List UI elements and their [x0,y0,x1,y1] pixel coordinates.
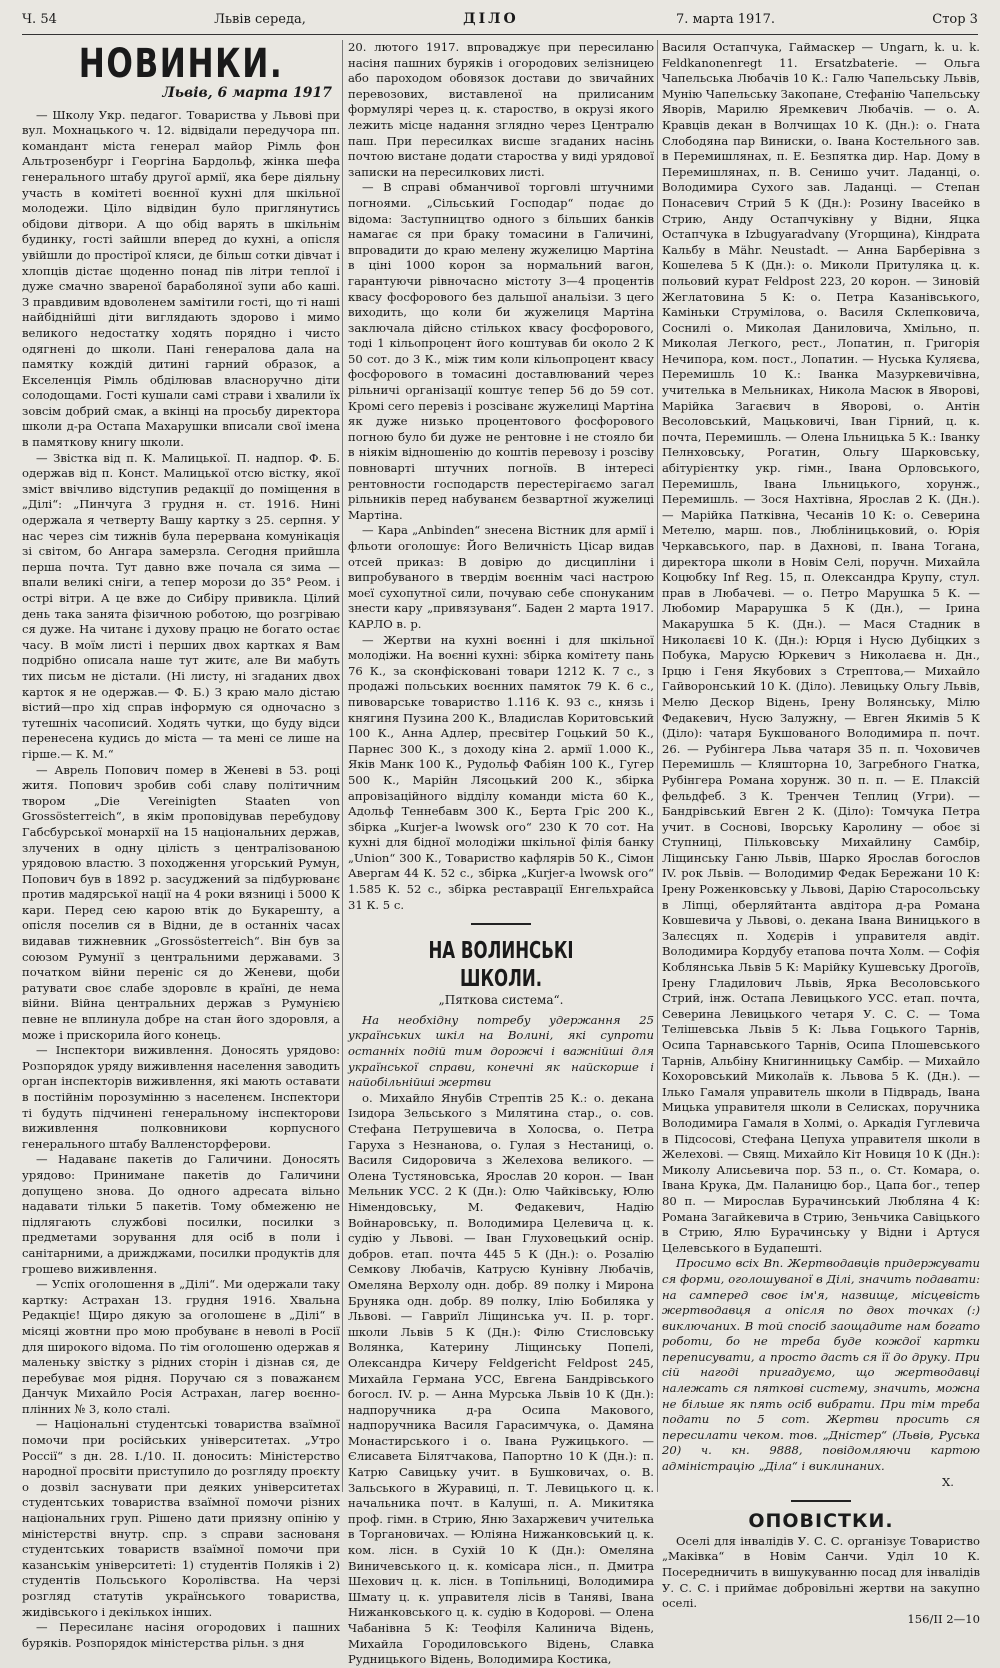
city-day: Львів середа, [214,11,306,27]
article: — Пересиланє насіня огородових і пашних буряків. Розпорядок міністерства рільн. з дня [22,1620,340,1650]
header-rule [22,34,978,35]
article: — Жертви на кухні воєнні і для шкільної молодіжи. На воєнні кухні: збірка комітету пань 76 К., за сконфісковані товари 1212 К. 7 с., з продажі польських воєнних памяток 79 К. 6 с., пивоварське товариство 1.116 К. 93 с., князь і княгиня Пузина 200 К., Владислав Коритовський 100 К., Анна Адлер, пресвітер Гоцький 50 К., Парнес 300 К., з доходу кіна 2. армії 1.000 К., Яків Манк 100 К., Рудольф Фабіян 100 К., Гугер 500 К., Марійн Лясоцький 200 К., збірка апровізаційного відділу команди міста 60 К., Адольф Теннебавм 300 К., Берта Гріс 200 К., збірка „Kurjer-a lwowsk ого“ 230 К 70 сот. На кухні для бідної молодіжи шкільної філія банку „Union“ 300 К., Товариство кафлярів 50 К., Сімон Авергам 44 К. 52 с., збірка „Kurjer-a lwowsk ого“ 1.585 К. 52 с., збірка реставрації Енгельхрайса 31 К. 5 с. [348,632,654,912]
article: — Аврель Попович помер в Женеві в 53. році житя. Попович зробив собі славу політичним твором „Die Vereinigten Staaten von Grossösterreich“, в якім проповідував перебудову Габсбурської монархії на 15 національних держав, злучених в одну цілість з централізованою урядовою властю. З походження угорський Румун, Попович був в 1892 р. засуджений за підбурюванє против мадярської нації на 4 роки вязниці і 5000 К кари. Перед сею карою втік до Букарешту, а опісля поселив ся в Відни, де в останніх часах видавав тижневник „Grossösterreich“. Він був за союзом Румунії з центральними державами. З початком війни переніс ся до Женеви, щоби ратувати своє слабе здоровлє в країні, де нема війни. Війна центральних держав з Румунією певне не вплинула добре на стан його здоровля, а може і прискорила його конець. [22,762,340,1042]
article: — Надаванє пакетів до Галичини. Доносять урядово: Принимане пакетів до Галичини допущено знова. До одного адресата вільно надавати тільки 5 пакетів. Тому обмеженю не підлягають службові посилки, посилки з предметами зорування для осіб в поли і санітарними, а дрижджами, посилки продуктів для грошево виживлення. [22,1152,340,1276]
section-heading: НА ВОЛИНСЬКІ ШКОЛИ. [428,938,574,993]
appeal-note: Просимо всіх Вп. Жертводавців придержувати ся форми, оголошуваної в Ділі, значить подавати: на самперед своє ім'я, назвище, місцевість жертводавця а опісля по двох точках (:) виключаних. В той спосіб заощадите нам богато роботи, бо не треба буде кождої картки переписувати, а просто дасть ся її до друку. При сій нагоді пригадуємо, що жертводавці належать ся пяткові систему, значить, можна не більше як пять осіб вибрати. При тім треба подати по 5 сот. Жертви просить ся пересилати чеком. тов. „Дністер“ (Львів, Руська 20) ч. кн. 9888, повідомляючи картою адміністрацію „Діла“ і виклинаних. [662,1256,980,1474]
section-subheading: „Пяткова система“. [438,993,564,1008]
masthead: ДІЛО [463,11,519,27]
article: — Звістка від п. К. Малицької. П. надпор. Ф. Б. одержав від п. Конст. Малицької отсю вістку, якої зміст ввічливо відступив редакції до поміщення в „Ділі“: „Пинчуга 3 грудня н. ст. 1916. Нині одержала я четверту Вашу картку з 25. серпня. У нас через сім тижнів була перервана комунікація зі світом, бо Ангара замерзла. Сегодня прийшла перша почта. Тут давно вже почала ся зима — впали великі сніги, а тепер морози до 35° Реом. і острі вітри. А це вже до Сибіру привикла. Цілий день така занята фізичною роботою, що розгріваю ся дуже. На читанє і духову працю не богато остає часу. В моїм листі і перших двох картках я Вам подрібно описала наше тут житє, але Ви мабуть тих письм не дістали. (Ні листу, ні згаданих двох карток я не одержав.— Ф. Б.) З краю мало дістаю вістий—про хід справ інформую ся одночасно з тутешніх часописий. Ходять чутки, що буду відси перенесена кудись до міста — та мені се лише на гірше.— К. М.“ [22,450,340,761]
notice-number: 156/II 2—10 [907,1611,980,1626]
donor-list: Василя Остапчука, Гаймаскер — Ungarn, k. u. k. Feldkanonenregt 11. Ersatzbaterie. — Ольга Чапельська Любачів 10 К.: Галю Чапельську Львів, Мунію Чапельську Закопане, Стефанію Чапельську Яворів, Марилю Яремкевич Любачів. — о. А. Кравців декан в Волчищах 10 К. (Дн.): о. Гната Слободяна пар Виниски, о. Івана Костельного зав. в Перемишлянах, п. Е. Безпятка дир. Нар. Дому в Перемишлянах, п. В. Сенишо учит. Ладанці, о. Володимира Сухого зав. Ладанці. — Степан Понасевич Стрий 5 К (Дн.): Розину Івасейко в Стрию, Анду Остапчуківну у Відни, Яцка Остапчука в Izbugyaradvany (Угорщина), Кіндрата Кальбу в Mähr. Neustadt. — Анна Барберівна з Кошелева 5 К (Дн.): о. Миколи Притуляка ц. к. польовий курат Feldpost 223, 20 корон. — Зиновій Жеглатовина 5 К: о. Петра Казанівського, Каміньки Струмілова, о. Василя Склепковича, Соснилі о. Миколая Даниловича, Хмільно, п. Миколая Легкого, рест., Лопатин, п. Григорія Нечипора, ком. пост., Лопатин. — Нуська Куляєва, Перемишль 10 К.: Іванка Мазуркевичівна, учителька в Мельниках, Никола Масюк в Яворові, Марійка Загаєвич в Яворові, о. Антін Весоловський, Мацьковичі, Іван Гірний, ц. к. почта, Перемишль. — Олена Ільницька 5 К.: Іванку Пелнховську, Рогатин, Ольгу Шарковську, абітурієнтку укр. гімн., Івана Орловського, Перемишль, Івана Ільницького, хорунж., Перемишль. — Зося Нахтівна, Ярослав 2 К. (Дн.). — Марійка Патківна, Чесанів 10 К: о. Северина Метелю, марш. пов., Любліницьковий, о. Юрія Черкавського, пар. в Дахнові, п. Івана Тогана, директора школи в Новім Селі, поручн. Михайла Коцюбку Inf Reg. 15, п. Олександра Крупу, стул. прав в Любачеві. — о. Петро Марушка 5 К. — Любомир Марарушка 5 К (Дн.), — Ірина Макарушка 5 К. (Дн.). — Мася Стадник в Николаєві 10 К. (Дн.): Юрця і Нусю Дубіцких з Побука, Марусю Юркевич з Николаєва н. Дн., Ірцю і Геня Якубових з Стрептова,— Михайло Гайворонський 10 К. (Діло). Левицьку Ольгу Львів, Мелю Дескор Відень, Ірену Волянську, Мілю Федакевич, Нусю Залужну, — Евген Якимів 5 К (Діло): чатаря Букшованого Володимира п. почт. 26. — Рубінгера Льва чатаря 35 п. п. Чоховичев Перемишль — Кляшторна 10, Загребного Гнатка, Рубінгера Романа хорунж. 30 п. п. — Е. Плаксій фельдфеб. 3 К. Тренчен Теплиц (Угри). — Бандрівський Евген 2 К. (Діло): Томчука Петра учит. в Соснові, Іворську Каролину — обоє зі Ступниці, Пільковську Михайлину Самбір, Ліщинську Ганю Львів, Шарко Ярослав богослов IV. рок Львів. — Володимир Федак Бережани 10 К: Ірену Роженковську у Львові, Дарію Старосольську в Ліпці, оберляйтанта авдітора д-ра Романа Ковшевича у Львові, о. декана Івана Виницького в Залєсцях п. Ходєрів і управителя авдіт. Володимира Кордубу етапова почта Холм. — Софія Коблянська Львів 5 К: Марійку Кушевську Дрогоїв, Ірену Гладилович Львів, Ярка Весоловського Стрий, інж. Остапа Левицького УСС. етап. почта, Северина Левицького четаря У. С. С. — Тома Телішевська Львів 5 К: Льва Гоцького Тарнів, Осипа Тарнавського Тарнів, Осипа Плошевського Тарнів, Альбіну Книгинницьку Самбір. — Михайло Кохоровський Миколаїв к. Львова 5 К. (Дн.). — Ілько Гамаля управитель школи в Підврадь, Івана Мицька управителя школи в Селисках, поручника Володимира Гамаля в Холмі, о. Аркадія Гуглевича в Підсосові, Стефана Цепуха управителя школи в Желехові. — Свящ. Михайло Кіт Новиця 10 К (Дн.): Миколу Алисьевича пор. 53 п., о. Ст. Комара, о. Івана Крука, Дм. Паланицю бор., Цапа бог., тепер 80 п. — Мирослав Бурачинський Любляна 4 К: Романа Загайкевича в Стрию, Зеньчика Савіцького в Стрию, Ялю Бурачинську у Відни і Артуся Целевського в Будапешті. [662,40,980,1255]
article: 20. лютого 1917. впроваджує при пересиланю насіня пашних буряків і огородових зелізницею або пароходом обовязок достави до звичайних перевозових, виставленої на прилисаним формулярі через ц. к. староство, в окрузі якого лежить місце надання зглядно через Централю паш. При пересилках висше згаданих насінь почтою вистане додати староства у виді урядової записки на пересилкових листі. [348,40,654,179]
column-divider [342,40,343,1492]
article: — В справі обманчивої торговлі штучними погноями. „Сільський Господар“ подає до відома: Заступництво одного з більших банків намагає ся при браку томасини в Галичині, впровадити до краю мелену жужелицю Мартіна в ціні 1000 корон за нормальний вагон, гарантуючи рівночасно містоту 3—4 процентів квасу фосфорового без дальшої анальізи. З цего виходить, що коли би жужелиця Мартіна заключала дійсно стількох квасу фосфорового, тоді 1 кільопроцент його коштував би около 2 К 50 сот. до 3 К., між тим коли кільопроцент квасу фосфорового в томасині доставлюваний через рільничі організації коштує тепер 56 до 59 сот. Кромі сего перевіз і розсіванє жужелиці Мартіна як дуже низько процентового фосфорового погною було би дуже не рентовне і не стояло би в ніякім відношенію до коштів перевозу і розсіву повноварті штучних погноїв. В інтересі рентовности господарств перестерігаємо загал рільників перед набуванєм безвартної жужелиці Мартіна. [348,180,654,522]
donor-list: о. Михайло Янубів Стрептів 25 К.: о. декана Ізидора Зельського з Милятина стар., о. сов. Стефана Петрушевича в Холосва, о. Петра Гаруха з Незнанова, о. Гулая з Нестаниці, о. Василя Сидоровича з Желехова великого. — Олена Тустяновська, Ярослав 20 корон. — Іван Мельник УСС. 2 К (Дн.): Олю Чайківську, Юлю Німендовську, М. Федакевич, Надію Войнаровську, п. Володимира Целевича ц. к. судію у Львові. — Іван Глуховецький оснір. добров. етап. почта 445 5 К (Дн.): о. Розалію Семкову Любачів, Катрусю Кунівну Любачів, Омеляна Верхолу одн. добр. 89 полку і Мирона Бруняка одн. добр. 89 полку, Ілію Бобиляка у Львові. — Гавриїл Ліщинська уч. II. р. торг. школи Львів 5 К (Дн.): Філю Стисловську Волянка, Катерину Ліщинську Попелі, Олександра Кичеру Feldgericht Feldpost 245, Михайла Германа УСС, Евгена Бандрівського богосл. IV. р. — Анна Мурська Львів 10 К (Дн.): надпоручника д-ра Осипа Макового, надпоручника Василя Гарасимчука, о. Дамяна Монастирського і о. Івана Ружицького. — Єлисавета Білятчакова, Папортно 10 К (Дн.): п. Катрю Савицьку учит. в Бушковичах, о. В. Зальського в Журавиці, п. Т. Левицького ц. к. начальника почт. в Калуші, п. А. Микитяка проф. гімн. в Стрию, Яню Захаржевич учителька в Торгановичах. — Юліяна Нижанковський ц. к. ком. лісн. в Сухій 10 К (Дн.): Омеляна Виничевського ц. к. комісара лісн., п. Дмитра Шехович ц. к. лісн. в Топільниці, Володимира Шмату ц. к. управителя лісів в Танявi, Івана Нижанковського ц. к. судію в Кодорові. — Олена Чабанівна 5 К: Теофіля Калинича Відень, Михайла Городиловського Відень, Славка Рудницького Відень, Володимира Костика, [348,1090,654,1667]
dateline: Львів, 6 марта 1917 [162,85,332,101]
page-header [22,8,978,30]
column-2 [348,40,654,1667]
page-number: Стор 3 [932,11,978,27]
article: — Успіх оголошення в „Ділі“. Ми одержали таку картку: Астрахан 13. грудня 1916. Хвальна Редакціє! Щиро дякую за оголошенє в „Ділі“ в місяці жовтни про мою пробуванє в неволі в Росії для широкого відома. По тім оголошеню одержав я маленьку звістку з рідних сторін і дізнав ся, де перебуває моя рідня. Поручаю ся з поважанєм Данчук Михайло Росія Астрахан, лагер воєнно-плінних № 3, коло сталі. [22,1277,340,1416]
section-divider [791,1500,851,1502]
issue-number: Ч. 54 [22,11,57,27]
appeal-intro: На необхідну потребу удержання 25 українських шкіл на Волині, які супроти останніх подій тим дорожчі і важнійші для української справи, конечні як найскорше і найобільнійші жертви [348,1012,654,1090]
article: — Школу Укр. педагог. Товариства у Львові при вул. Мохнацького ч. 12. відвідали передучора пп. командант міста генерал майор Рімль фон Альтрозенбург і Георгіна Бардольф, жінка шефа генерального штабу другої армії, яка бере діяльну участь в комітеті воєнної кухні для шкільної молодежи. Ціло відвідин було приглянутись обідови дітвори. А що обід варять в шкільнім будинку, гості зайшли вперед до кухні, а опісля увійшли до простірої кляси, де більш сотки дівчат і хлопців дістає щоденно понад пів літри теплої і дуже смачно звареної бараболяної зупи або каші. З правдивим вдоволенем замітили гості, що ті наші найбіднійші діти виглядають здорово і мимо великого недостатку ходять порядно і чисто одягнені до школи. Пані генералова дала на памятку кождій дитині гарний образок, а Екселенція Рімль обділював власноручно діти солодощами. Гості кушали самі страви і хвалили їх зовсім добрий смак, а вкінці на просьбу директора школи д-ра Остапа Махарушки вписали свої імена в памяткову книгу школи. [22,107,340,450]
article: — Кара „Anbinden“ знесена Вістник для армії і фльоти оголошує: Його Величність Цісар видав отсей приказ: В довірю до дисципліни і випробуваного в твердім воєннім часі настрою моєї сухопутної сили, почуваю себе спонуканим знести кару „привязуваня“. Баден 2 марта 1917. КАРЛО в. р. [348,523,654,631]
notice: Оселі для інвалідів У. С. С. організує Товариство „Маківка“ в Новім Санчи. Уділ 10 К. Посередничить в вишукуванню посад для інвалідів У. С. С. і приймає добровільні жертви на закупно оселі. [662,1533,980,1611]
section-divider [471,923,531,925]
section-title: НОВИНКИ. [78,41,284,87]
notices-heading: ОПОВІСТКИ. [748,1510,894,1533]
signature: Х. [942,1474,954,1489]
column-divider [657,40,658,1492]
column-3 [662,40,980,1626]
article: — Інспектори виживлення. Доносять урядово: Розпорядок уряду виживлення населення заводить орган інспекторів виживлення, які мають оставати в постійнім порозумінню з населенєм. Інспектори ті будуть підчинені генеральному інспекторови виживлення полковникови корпусного генерального штабу Валленсторферови. [22,1043,340,1151]
issue-date: 7. марта 1917. [675,11,775,27]
column-1 [22,40,340,1650]
article: — Національні студентські товариства взаїмної помочи при російських університетах. „Утро Россії“ з дн. 28. І./10. II. доносить: Міністерство народної просвіти приступило до розгляду проєкту о дозвіл заснувати при деяких університетах студентських товариства взаїмної помочи різних національних груп. Рішено дати приязну опінію у міністерстві внутр. спр. з справи заснованя студентських товариств взаїмної помочи при казанськім університеті: 1) студентів Поляків і 2) студентів Польського Королівства. На черзі розгляд статутів українського товариства, жидівського і декількох інших. [22,1417,340,1619]
